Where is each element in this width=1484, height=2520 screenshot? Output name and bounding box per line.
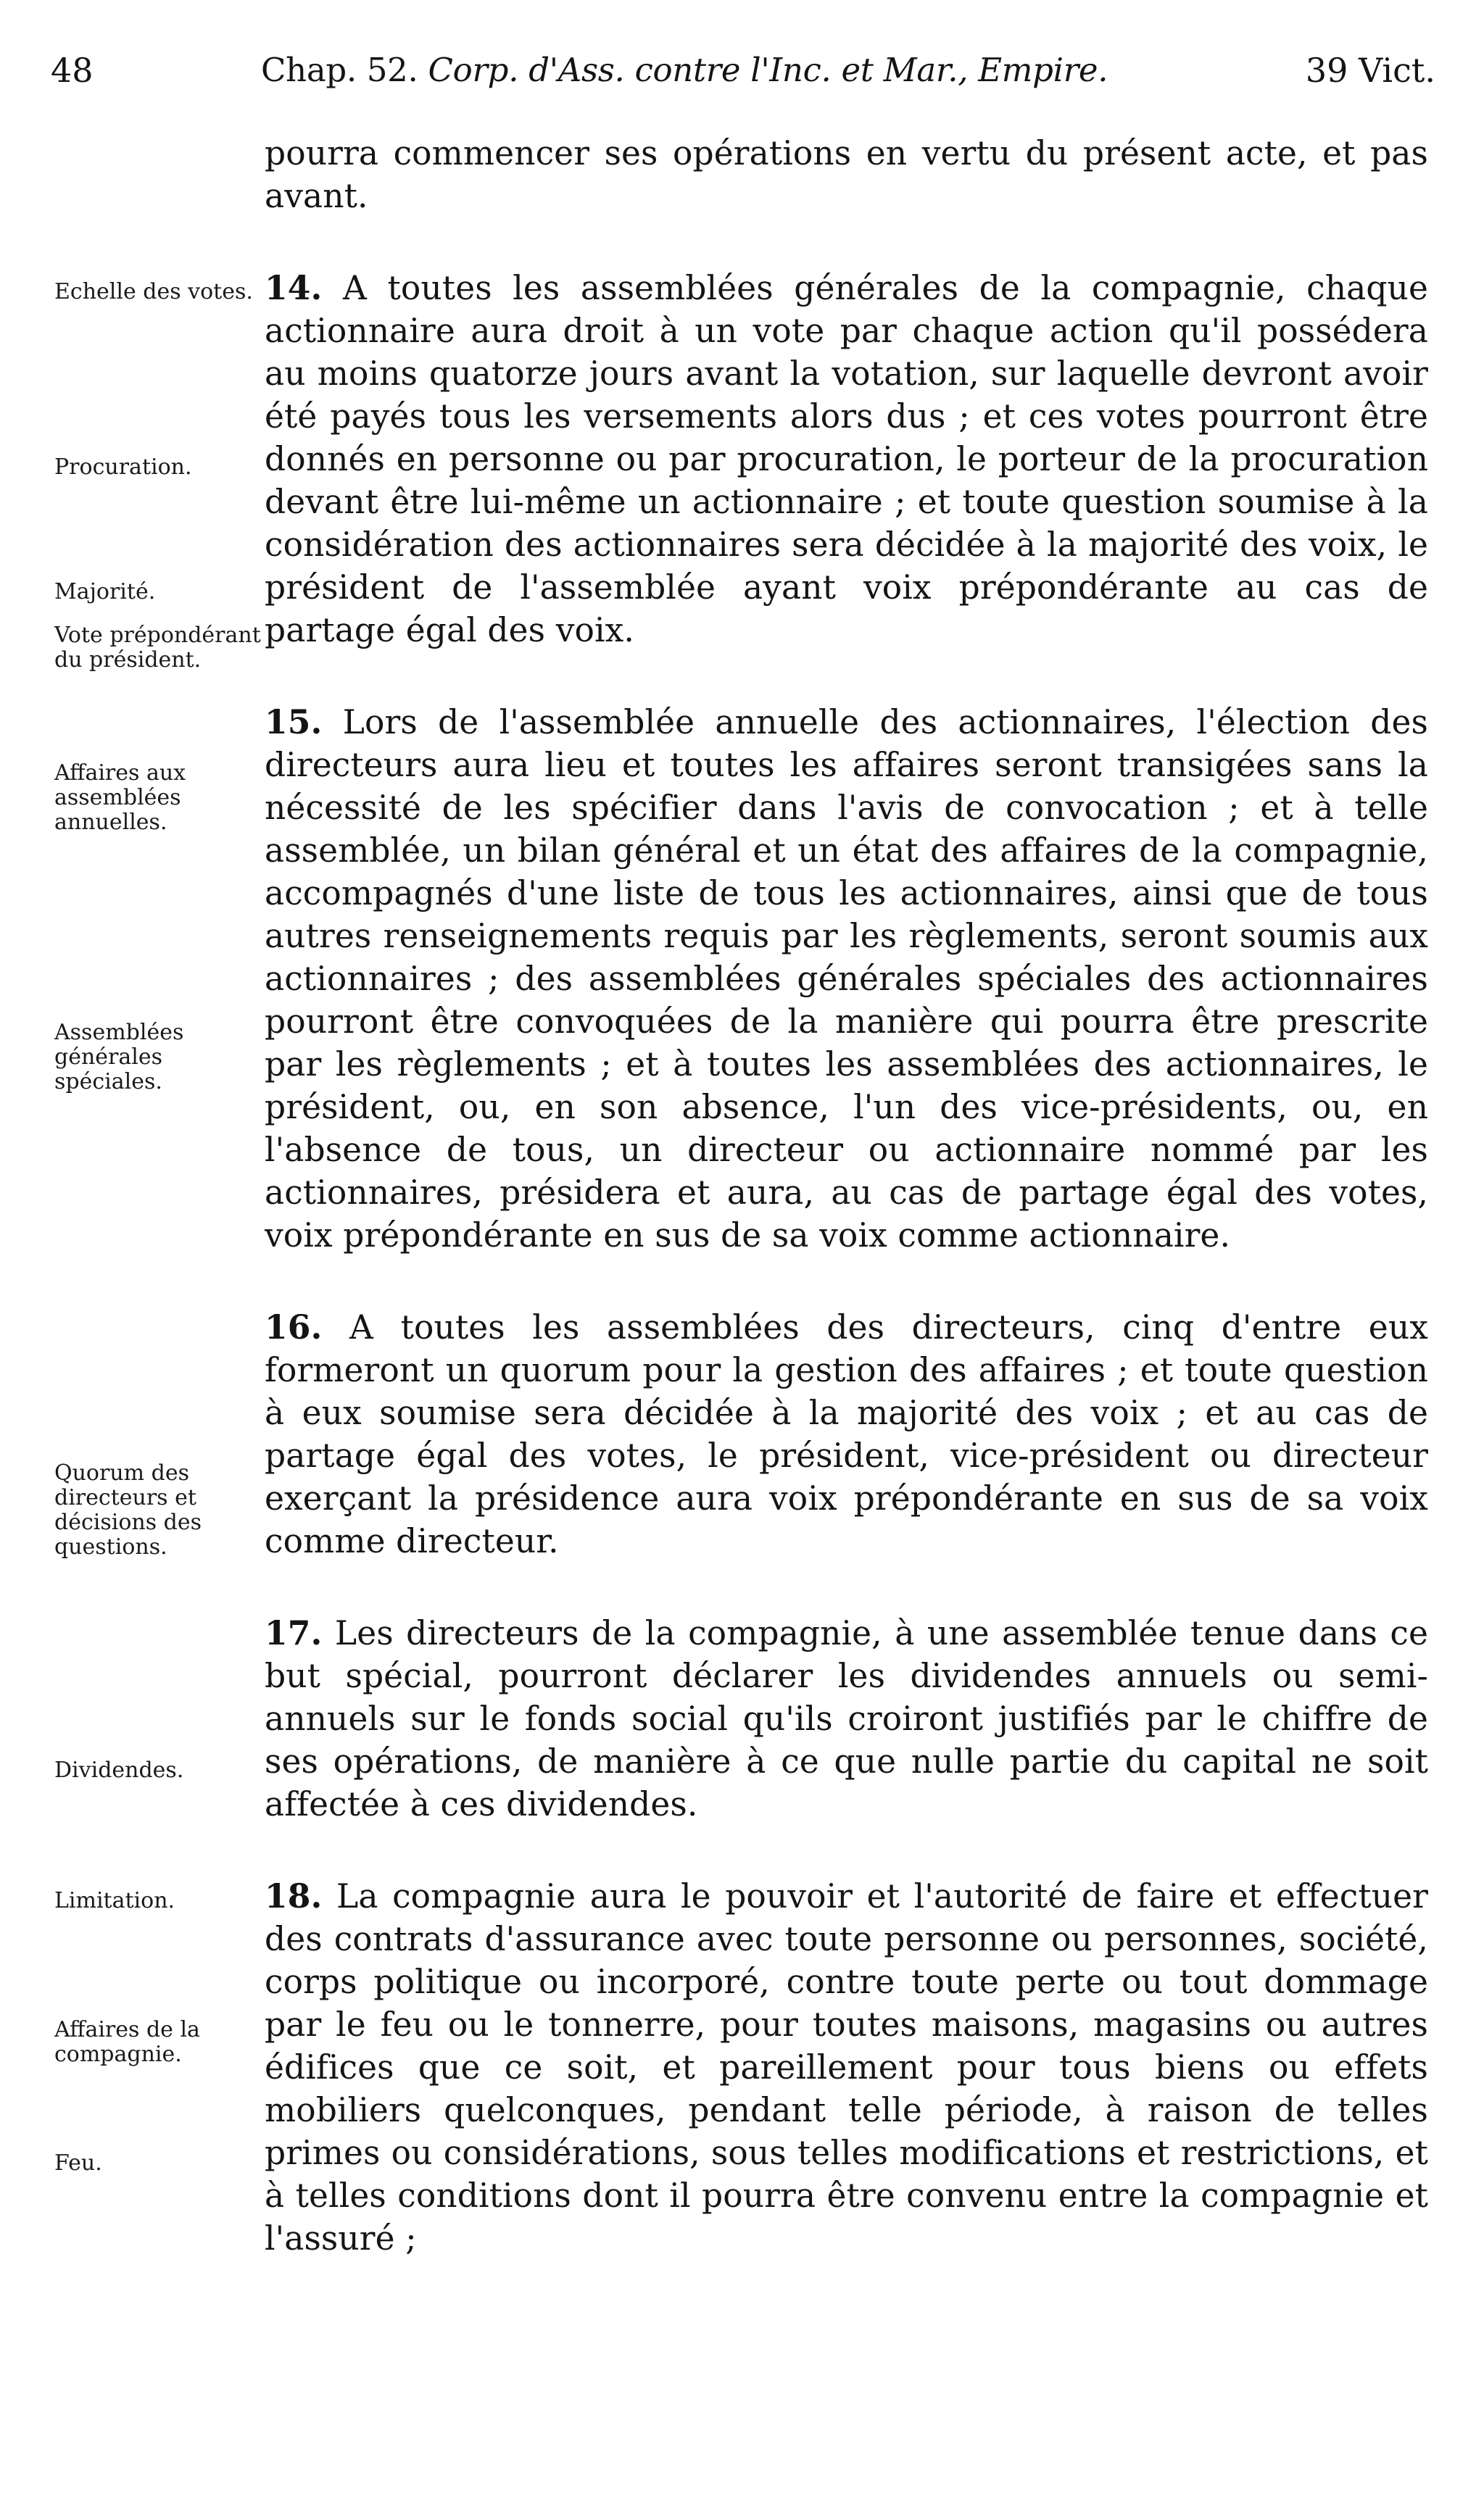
- margin-note: Feu.: [54, 2150, 102, 2176]
- page-body: [265, 132, 1428, 2260]
- chapter-label: Chap. 52.: [261, 51, 418, 89]
- section-number: 15.: [265, 702, 323, 741]
- section-number: 16.: [265, 1307, 323, 1347]
- section-16: [265, 1306, 1428, 1563]
- section-text: La compagnie aura le pouvoir et l'autorité de faire et effectuer des contrats d'assurance avec toute personne ou personnes, société, corps politique ou incorporé, contre toute perte ou tout dommage par le feu ou le tonnerre, pour toutes maisons, magasins ou autres édifices que ce soit, et pareillement pour tous biens ou effets mobiliers quelconques, pendant telle période, à raison de telles primes ou considérations, sous telles modifications et restrictions, et à telles conditions dont il pourra être convenu entre la compagnie et l'assuré ;: [265, 1877, 1428, 2258]
- section-number: 14.: [265, 268, 323, 307]
- section-text: A toutes les assemblées générales de la compagnie, chaque actionnaire aura droit à un vote par chaque action qu'il possédera au moins quatorze jours avant la votation, sur laquelle devront avoir été payés tous les versements alors dus ; et ces votes pourront être donnés en personne ou par procuration, le porteur de la procuration devant être lui-même un actionnaire ; et toute question soumise à la considération des actionnaires sera décidée à la majorité des voix, le président de l'assemblée ayant voix prépondérante au cas de partage égal des voix.: [265, 269, 1428, 649]
- running-title: [261, 45, 1108, 96]
- margin-note: Limitation.: [54, 1888, 175, 1913]
- section-number: 18.: [265, 1876, 323, 1916]
- section-14: [265, 267, 1428, 652]
- margin-note: Procuration.: [54, 454, 192, 480]
- margin-note: Assemblées générales spéciales.: [54, 1020, 184, 1094]
- section-text: A toutes les assemblées des directeurs, cinq d'entre eux formeront un quorum pour la gestion des affaires ; et toute question à eux soumise sera décidée à la majorité des voix ; et au cas de partage égal des votes, le président, vice-président ou directeur exerçant la présidence aura voix prépondérante en sus de sa voix comme directeur.: [265, 1308, 1428, 1560]
- section-text: Les directeurs de la compagnie, à une assemblée tenue dans ce but spécial, pourront déclarer les dividendes annuels ou semi-annuels sur le fonds social qu'ils croiront justifiés par le chiffre de ses opérations, de manière à ce que nulle partie du capital ne soit affectée à ces dividendes.: [265, 1614, 1428, 1824]
- margin-note: Affaires aux assemblées annuelles.: [54, 760, 186, 835]
- section-number: 17.: [265, 1613, 323, 1652]
- margin-note: Echelle des votes.: [54, 279, 253, 304]
- regnal-year: 39 Vict.: [1305, 51, 1435, 90]
- margin-note: Affaires de la compagnie.: [54, 2017, 200, 2067]
- margin-note: Vote prépondérant du président.: [54, 623, 261, 673]
- section-15: [265, 701, 1428, 1257]
- section-17: [265, 1612, 1428, 1826]
- act-title: Corp. d'Ass. contre l'Inc. et Mar., Empire.: [428, 51, 1108, 89]
- section-text: pourra commencer ses opérations en vertu du présent acte, et pas avant.: [265, 134, 1428, 215]
- page-number: 48: [51, 51, 94, 90]
- margin-note: Dividendes.: [54, 1758, 184, 1783]
- running-header: [51, 45, 1435, 96]
- section-continuation: [265, 132, 1428, 217]
- section-18: [265, 1875, 1428, 2260]
- margin-note: Quorum des directeurs et décisions des questions.: [54, 1460, 202, 1560]
- section-text: Lors de l'assemblée annuelle des actionnaires, l'élection des directeurs aura lieu et toutes les affaires seront transigées sans la nécessité de les spécifier dans l'avis de convocation ; et à telle assemblée, un bilan général et un état des affaires de la compagnie, accompagnés d'une liste de tous les actionnaires, ainsi que de tous autres renseignements requis par les règlements, seront soumis aux actionnaires ; des assemblées générales spéciales des actionnaires pourront être convoquées de la manière qui pourra être prescrite par les règlements ; et à toutes les assemblées des actionnaires, le président, ou, en son absence, l'un des vice-présidents, ou, en l'absence de tous, un directeur ou actionnaire nommé par les actionnaires, présidera et aura, au cas de partage égal des votes, voix prépondérante en sus de sa voix comme actionnaire.: [265, 703, 1428, 1255]
- margin-note: Majorité.: [54, 579, 156, 604]
